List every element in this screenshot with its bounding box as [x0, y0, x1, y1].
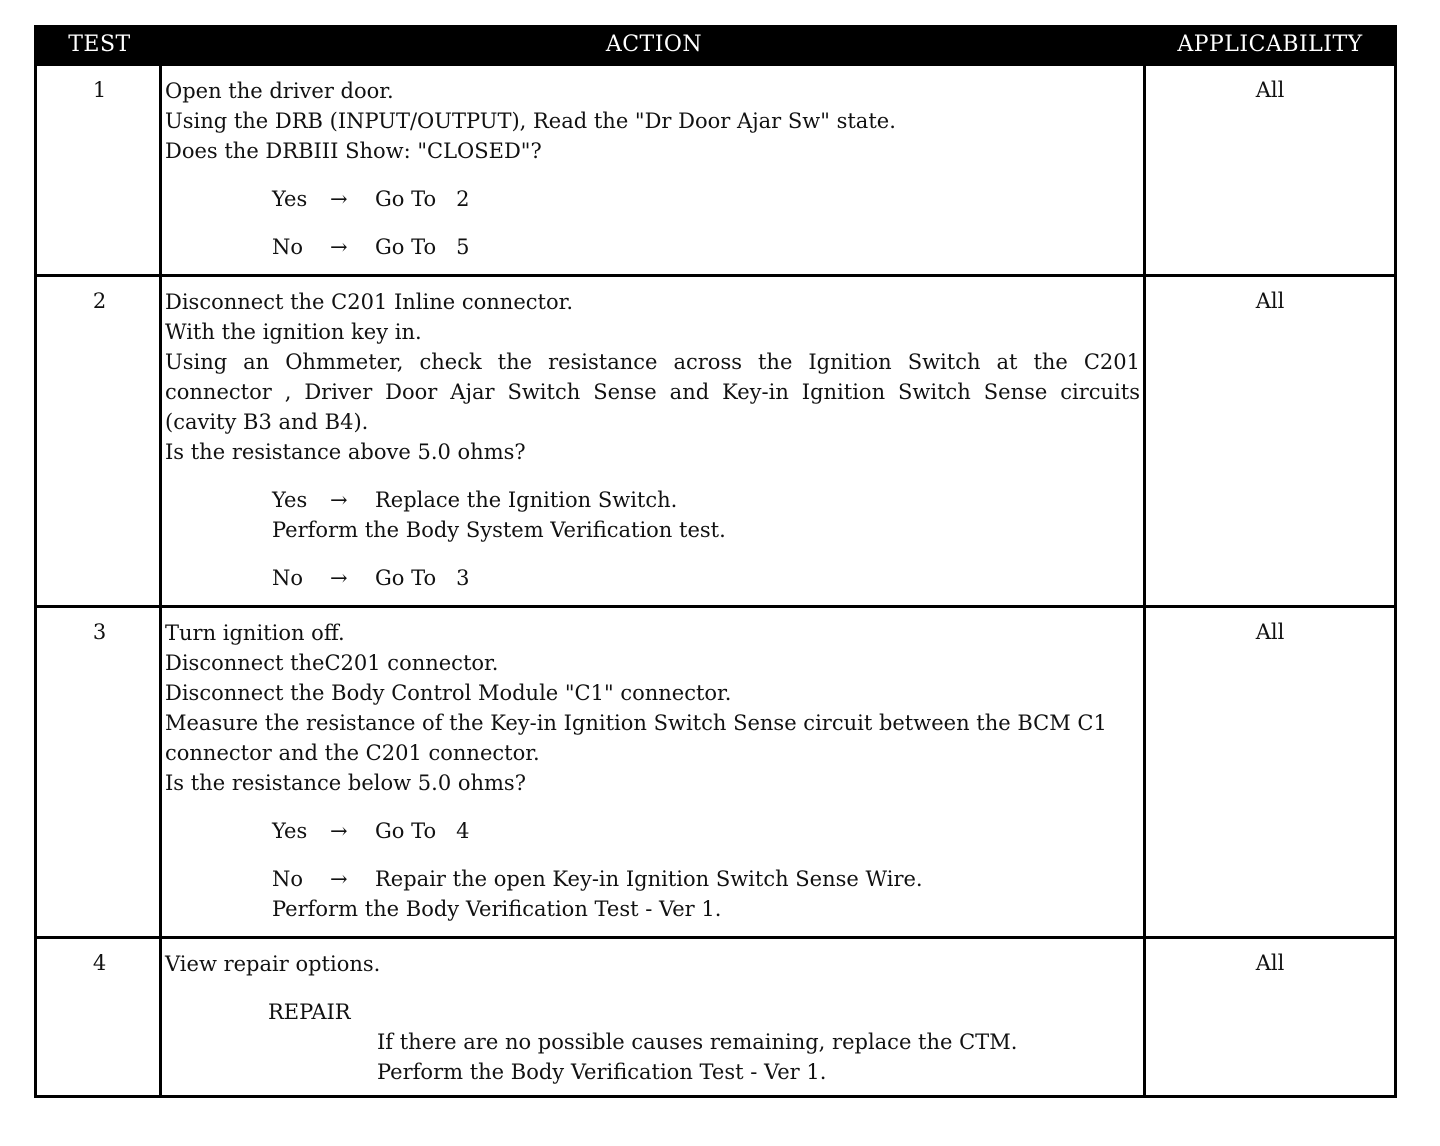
no-branch: [272, 232, 1140, 262]
arrow-icon: →: [330, 488, 348, 512]
arrow-icon: →: [330, 187, 348, 211]
repair-label: REPAIR: [268, 1000, 351, 1024]
action-line: Disconnect the Body Control Module "C1" connector.: [165, 681, 732, 705]
yes-label: Yes: [272, 819, 308, 843]
no-result: Go To 3: [375, 566, 470, 590]
diagnostic-test-table: [34, 25, 1397, 1098]
arrow-icon: →: [330, 566, 348, 590]
yes-label: Yes: [272, 488, 308, 512]
applicability-cell: All: [1255, 951, 1285, 975]
table-row: [37, 608, 1394, 936]
action-cell: [165, 76, 1140, 262]
applicability-cell: All: [1255, 78, 1285, 102]
no-label: No: [272, 867, 304, 891]
action-cell: [165, 949, 1140, 1087]
table-row: [37, 277, 1394, 605]
action-line: Measure the resistance of the Key-in Ignition Switch Sense circuit between the BCM C1 connector and the C201 connector.: [165, 711, 1107, 765]
no-result-continued: Perform the Body Verification Test - Ver 1.: [272, 897, 722, 921]
arrow-icon: →: [330, 235, 348, 259]
yes-result: Replace the Ignition Switch.: [375, 488, 678, 512]
applicability-cell: All: [1255, 620, 1285, 644]
header-test: TEST: [68, 32, 131, 57]
action-line: Turn ignition off.: [165, 621, 345, 645]
no-label: No: [272, 566, 304, 590]
test-number: 4: [92, 951, 107, 975]
table-header: [37, 28, 1394, 66]
test-number: 1: [92, 78, 107, 102]
test-number: 3: [92, 620, 107, 644]
action-line: Disconnect the C201 Inline connector.: [165, 290, 573, 314]
no-result: Repair the open Key-in Ignition Switch Sense Wire.: [375, 867, 923, 891]
action-line: Using an Ohmmeter, check the resistance across the Ignition Switch at the C201 connector , Driver Door Ajar Switch Sense and Key-in Ignition Switch Sense circuits (cavity B3 and B4).: [165, 350, 1140, 434]
no-result: Go To 5: [375, 235, 470, 259]
table-row: [37, 939, 1394, 1095]
action-line: Open the driver door.: [165, 79, 394, 103]
no-label: No: [272, 235, 304, 259]
action-line: View repair options.: [165, 952, 381, 976]
no-branch: [272, 563, 1140, 593]
header-action: ACTION: [605, 32, 703, 57]
repair-line: Perform the Body Verification Test - Ver 1.: [377, 1060, 827, 1084]
no-branch: [272, 864, 1140, 894]
yes-branch: [272, 184, 1140, 214]
test-number: 2: [92, 289, 107, 313]
arrow-icon: →: [330, 867, 348, 891]
yes-label: Yes: [272, 187, 308, 211]
applicability-cell: All: [1255, 289, 1285, 313]
yes-result: Go To 4: [375, 819, 470, 843]
action-cell: [165, 618, 1140, 924]
action-line: Disconnect theC201 connector.: [165, 651, 499, 675]
arrow-icon: →: [330, 819, 348, 843]
action-line: Using the DRB (INPUT/OUTPUT), Read the "Dr Door Ajar Sw" state.: [165, 109, 896, 133]
yes-result: Go To 2: [375, 187, 470, 211]
yes-branch: [272, 485, 1140, 515]
action-cell: [165, 287, 1140, 593]
yes-result-continued: Perform the Body System Verification test.: [272, 518, 726, 542]
yes-branch: [272, 816, 1140, 846]
header-applicability: APPLICABILITY: [1177, 32, 1363, 57]
action-line: Does the DRBIII Show: "CLOSED"?: [165, 139, 542, 163]
repair-line: If there are no possible causes remaining, replace the CTM.: [377, 1030, 1018, 1054]
action-line: Is the resistance below 5.0 ohms?: [165, 771, 526, 795]
table-row: [37, 66, 1394, 276]
action-line: With the ignition key in.: [165, 320, 422, 344]
action-line: Is the resistance above 5.0 ohms?: [165, 440, 526, 464]
